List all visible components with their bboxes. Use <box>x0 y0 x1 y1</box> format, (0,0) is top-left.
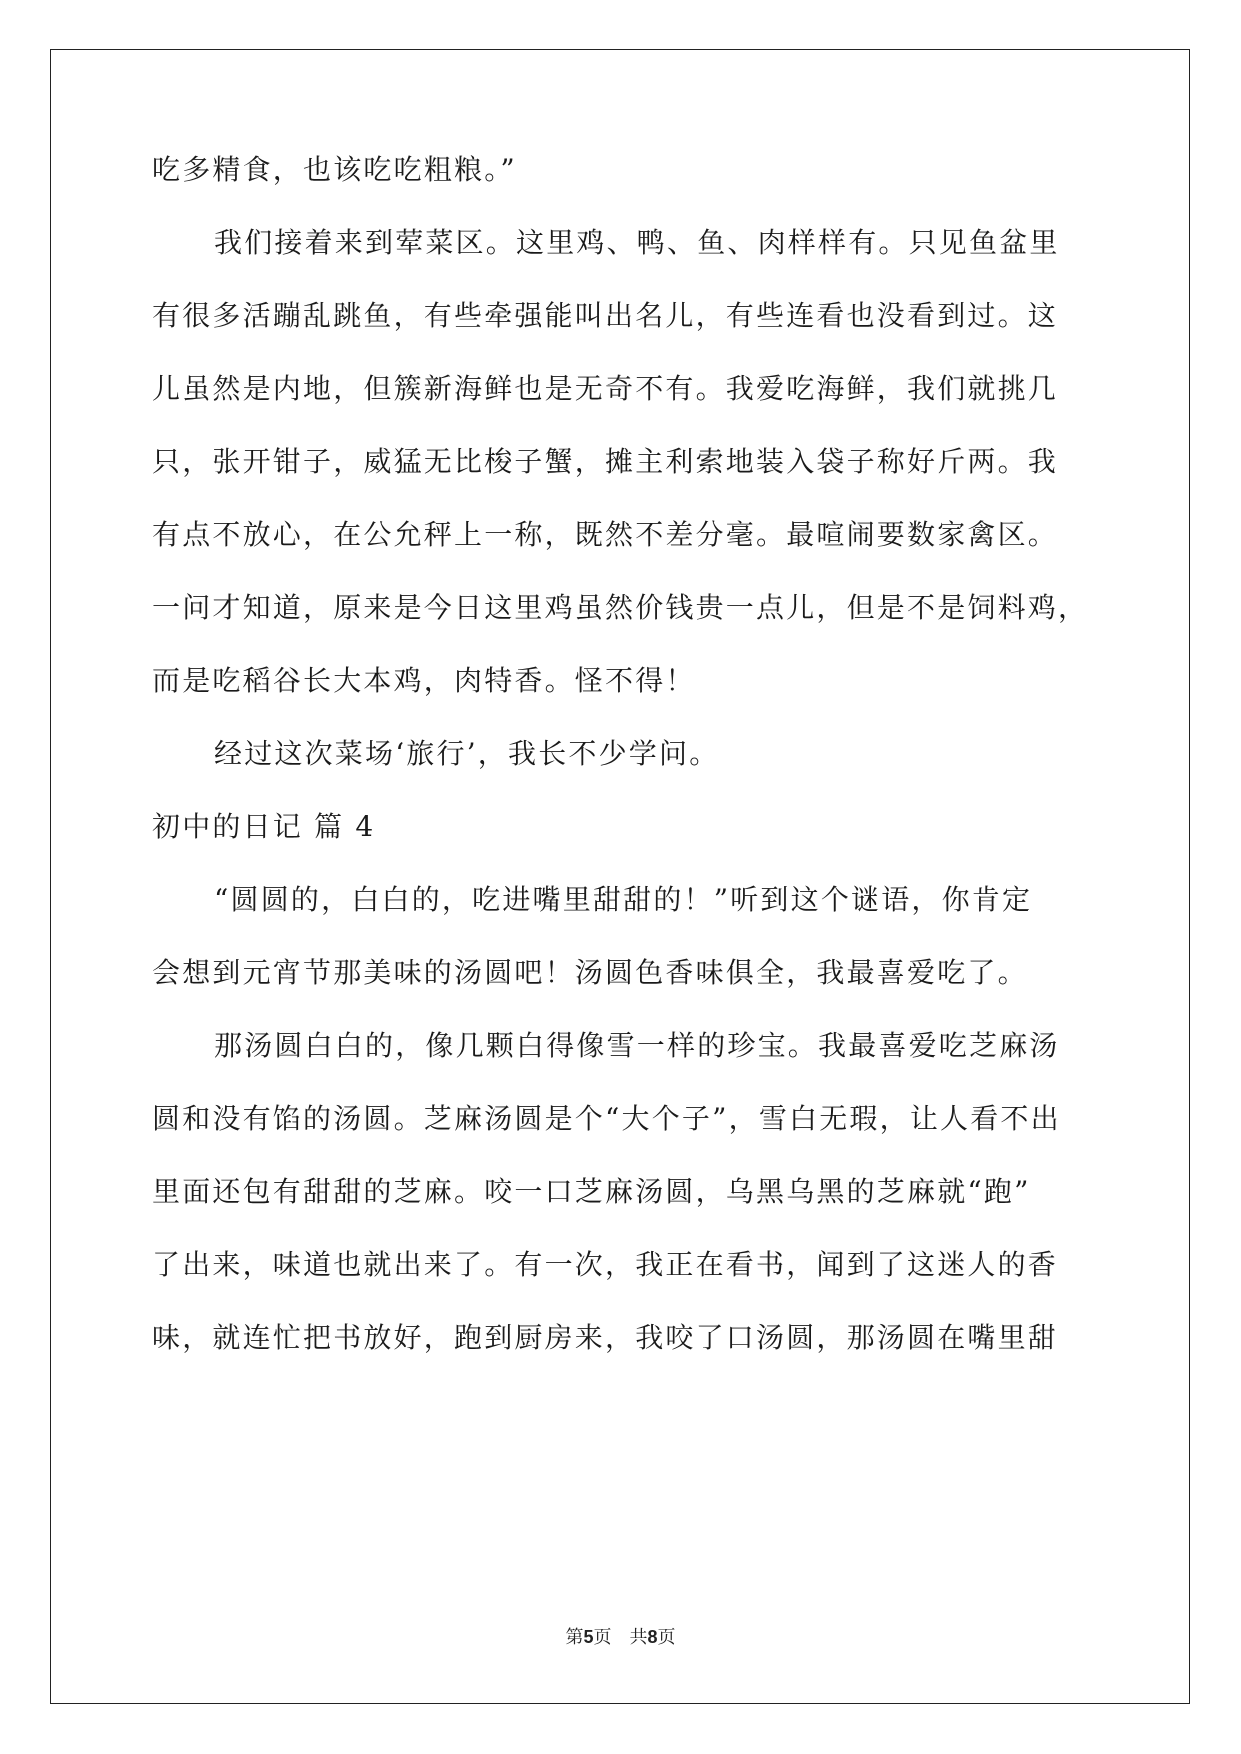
page-suffix: 页 <box>593 1627 612 1648</box>
total-suffix: 页 <box>657 1627 676 1648</box>
paragraph-line: 儿虽然是内地，但簇新海鲜也是无奇不有。我爱吃海鲜，我们就挑几 <box>152 372 1059 405</box>
total-pages: 8 <box>647 1627 658 1647</box>
total-prefix: 共 <box>629 1627 648 1648</box>
paragraph-line: 经过这次菜场‘旅行’，我长不少学问。 <box>214 737 720 770</box>
page-footer <box>0 1625 1241 1650</box>
paragraph-line: 吃多精食，也该吃吃粗粮。” <box>152 153 517 186</box>
paragraph-line: 只，张开钳子，威猛无比梭子蟹，摊主利索地装入袋子称好斤两。我 <box>152 445 1059 478</box>
paragraph-line: 我们接着来到荤菜区。这里鸡、鸭、鱼、肉样样有。只见鱼盆里 <box>214 226 1060 259</box>
paragraph-line: 了出来，味道也就出来了。有一次，我正在看书，闻到了这迷人的香 <box>152 1248 1059 1281</box>
paragraph-line: “圆圆的，白白的，吃进嘴里甜甜的！”听到这个谜语，你肯定 <box>214 883 1033 916</box>
section-heading: 初中的日记 篇 4 <box>152 810 376 843</box>
paragraph-line: 会想到元宵节那美味的汤圆吧！汤圆色香味俱全，我最喜爱吃了。 <box>152 956 1028 989</box>
paragraph-line: 那汤圆白白的，像几颗白得像雪一样的珍宝。我最喜爱吃芝麻汤 <box>214 1029 1060 1062</box>
paragraph-line: 有很多活蹦乱跳鱼，有些牵强能叫出名儿，有些连看也没看到过。这 <box>152 299 1059 332</box>
paragraph-line: 圆和没有馅的汤圆。芝麻汤圆是个“大个子”，雪白无瑕，让人看不出 <box>152 1102 1061 1135</box>
paragraph-line: 一问才知道，原来是今日这里鸡虽然价钱贵一点儿，但是不是饲料鸡， <box>152 591 1089 624</box>
page-number: 5 <box>583 1627 594 1647</box>
paragraph-line: 里面还包有甜甜的芝麻。咬一口芝麻汤圆，乌黑乌黑的芝麻就“跑” <box>152 1175 1031 1208</box>
page-prefix: 第 <box>565 1627 584 1648</box>
paragraph-line: 味，就连忙把书放好，跑到厨房来，我咬了口汤圆，那汤圆在嘴里甜 <box>152 1321 1059 1354</box>
paragraph-line: 而是吃稻谷长大本鸡，肉特香。怪不得！ <box>152 664 696 697</box>
paragraph-line: 有点不放心，在公允秤上一称，既然不差分毫。最喧闹要数家禽区。 <box>152 518 1059 551</box>
